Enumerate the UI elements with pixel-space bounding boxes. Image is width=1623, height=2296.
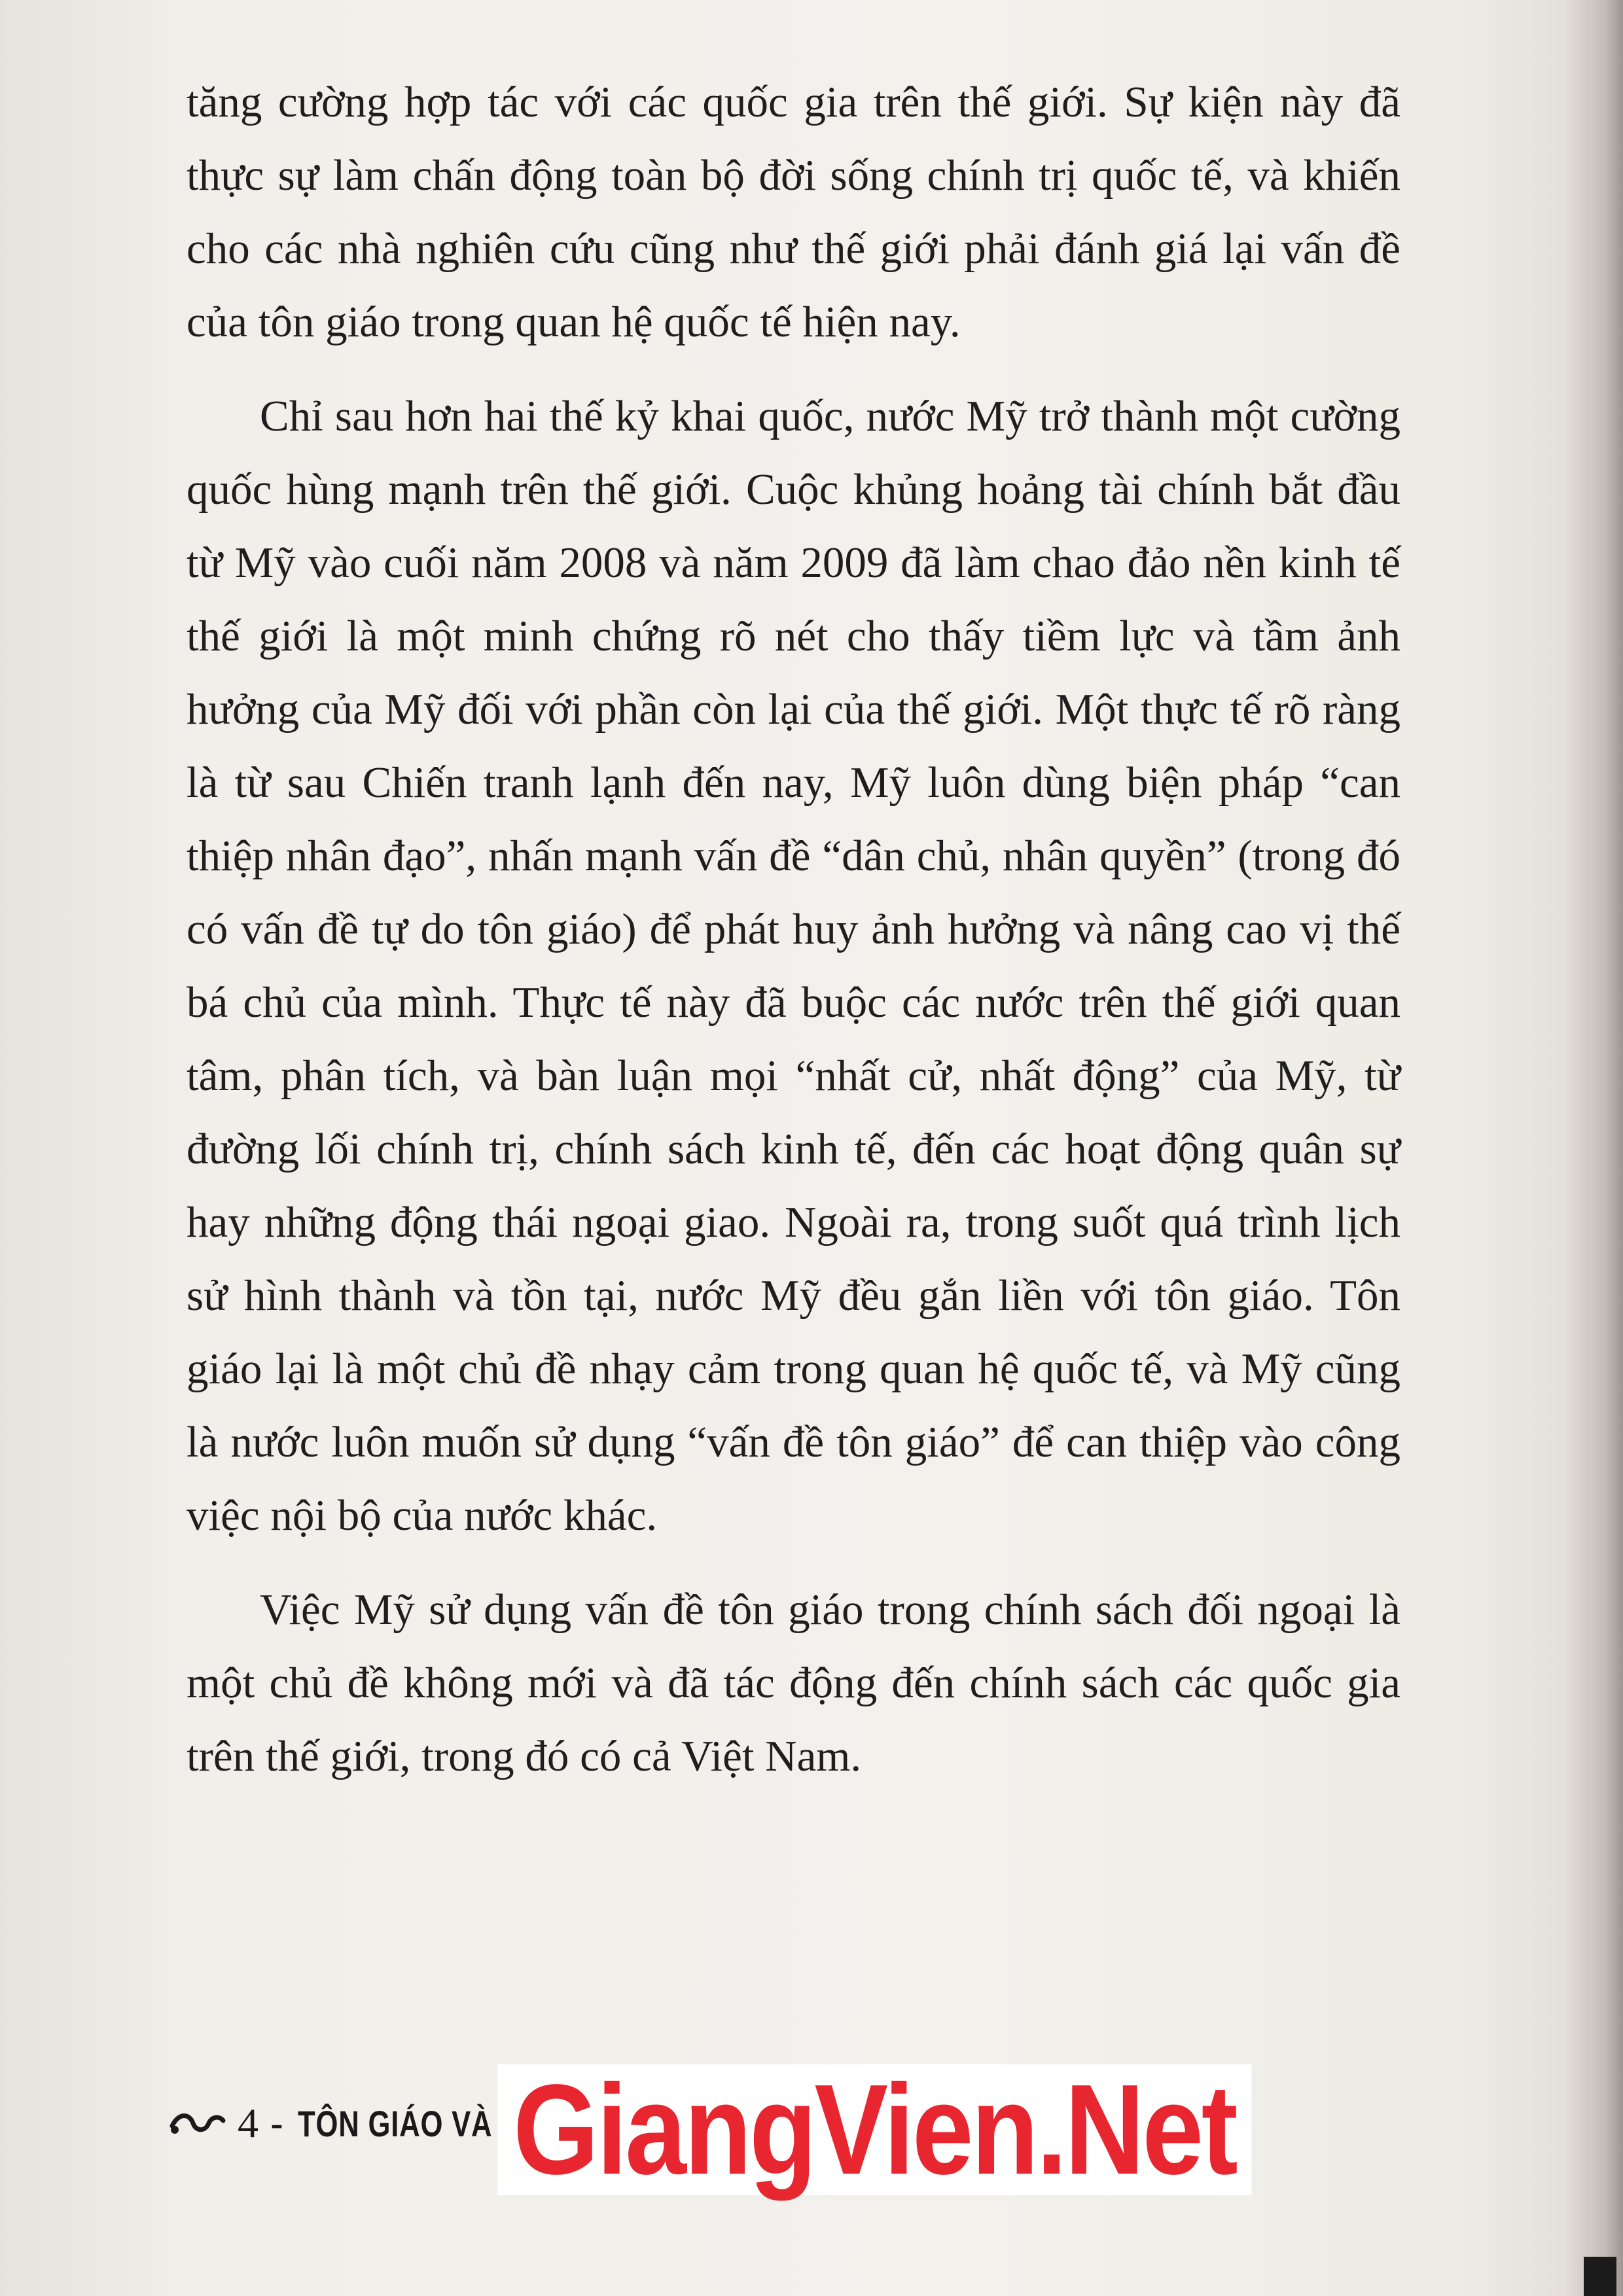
paragraph-continuation: tăng cường hợp tác với các quốc gia trên thế giới. Sự kiện này đã thực sự làm chấn động toàn bộ đời sống chính trị quốc tế, và khiến cho các nhà nghiên cứu cũng như thế giới phải đánh giá lại vấn đề của tôn giáo trong quan hệ quốc tế hiện nay. <box>187 78 1400 346</box>
watermark-logo: GiangVien.Net <box>497 2064 1251 2195</box>
paragraph-religion-foreign-policy: Việc Mỹ sử dụng vấn đề tôn giáo trong chính sách đối ngoại là một chủ đề không mới và đã tác động đến chính sách các quốc gia trên thế giới, trong đó có cả Việt Nam. <box>187 1585 1400 1780</box>
body-text <box>187 65 1400 1814</box>
swirl-ornament-icon <box>167 2104 226 2143</box>
running-title: TÔN GIÁO VÀ <box>297 2102 493 2144</box>
page-edge-shadow <box>1564 0 1623 2296</box>
page-number: 4 <box>238 2100 259 2146</box>
scan-corner-mark <box>1584 2257 1616 2296</box>
paragraph-us-superpower: Chỉ sau hơn hai thế kỷ khai quốc, nước Mỹ trở thành một cường quốc hùng mạnh trên thế giới. Cuộc khủng hoảng tài chính bắt đầu từ Mỹ vào cuối năm 2008 và năm 2009 đã làm chao đảo nền kinh tế thế giới là một minh chứng rõ nét cho thấy tiềm lực và tầm ảnh hưởng của Mỹ đối với phần còn lại của thế giới. Một thực tế rõ ràng là từ sau Chiến tranh lạnh đến nay, Mỹ luôn dùng biện pháp “can thiệp nhân đạo”, nhấn mạnh vấn đề “dân chủ, nhân quyền” (trong đó có vấn đề tự do tôn giáo) để phát huy ảnh hưởng và nâng cao vị thế bá chủ của mình. Thực tế này đã buộc các nước trên thế giới quan tâm, phân tích, và bàn luận mọi “nhất cử, nhất động” của Mỹ, từ đường lối chính trị, chính sách kinh tế, đến các hoạt động quân sự hay những động thái ngoại giao. Ngoài ra, trong suốt quá trình lịch sử hình thành và tồn tại, nước Mỹ đều gắn liền với tôn giáo. Tôn giáo lại là một chủ đề nhạy cảm trong quan hệ quốc tế, và Mỹ cũng là nước luôn muốn sử dụng “vấn đề tôn giáo” để can thiệp vào công việc nội bộ của nước khác. <box>187 392 1400 1540</box>
footer-separator: - <box>270 2101 283 2146</box>
page-footer <box>167 2081 547 2166</box>
